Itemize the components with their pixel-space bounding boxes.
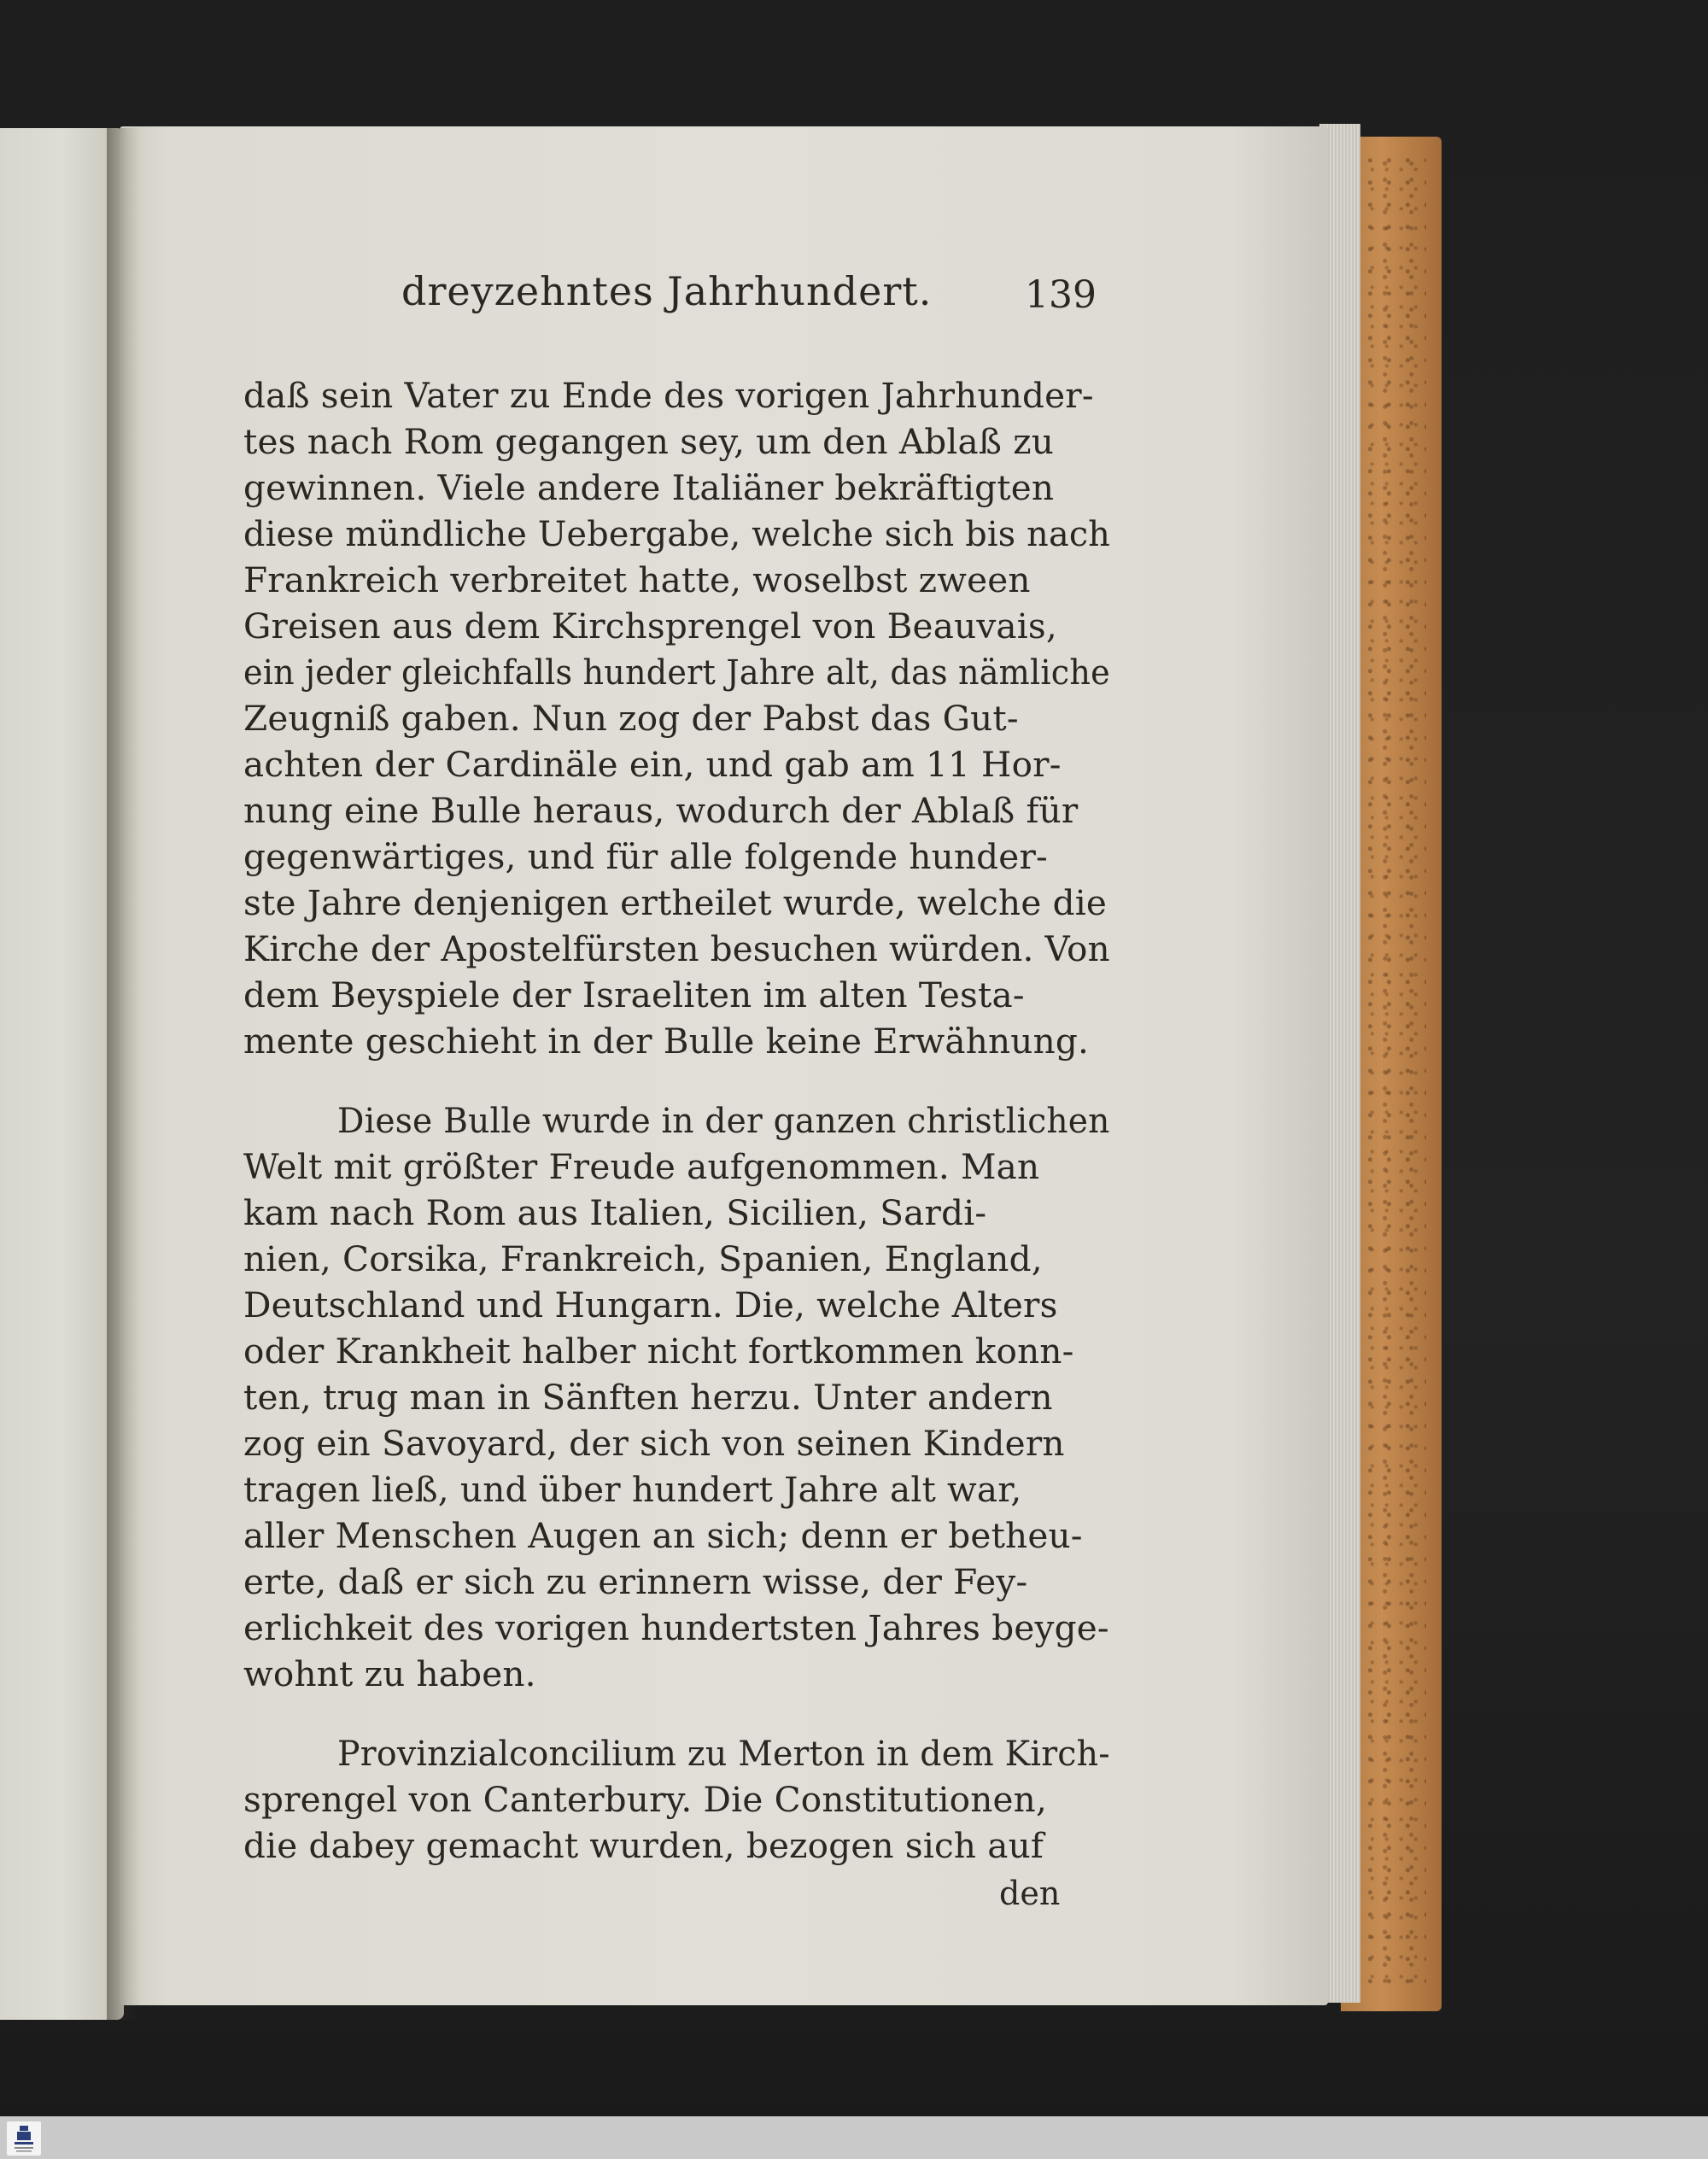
text-line: daß sein Vater zu Ende des vorigen Jahrhunder- [243,375,1094,416]
text-line: aller Menschen Augen an sich; denn er betheu- [243,1515,1083,1556]
text-line: Zeugniß gaben. Nun zog der Pabst das Gut- [243,698,1019,739]
text-line: mente geschieht in der Bulle keine Erwähnung. [243,1021,1090,1062]
text-line: die dabey gemacht wurden, bezogen sich auf [243,1825,1044,1866]
text-line: gewinnen. Viele andere Italiäner bekräftigten [243,467,1055,508]
text-line: oder Krankheit halber nicht fortkommen konn- [243,1331,1074,1372]
library-logo-icon-shape [11,2124,37,2153]
text-line: dem Beyspiele der Israeliten im alten Testa- [243,974,1025,1015]
page-number: 139 [1025,273,1097,317]
viewer-footer-bar [0,2116,1708,2159]
text-line: ein jeder gleichfalls hundert Jahre alt, das nämliche [243,652,1110,693]
paragraph-first-line: Diese Bulle wurde in der ganzen christlichen [337,1100,1110,1141]
text-line: nung eine Bulle heraus, wodurch der Ablaß für [243,790,1079,831]
text-line: Kirche der Apostelfürsten besuchen würden. Von [243,928,1110,969]
text-line: ten, trug man in Sänften herzu. Unter andern [243,1377,1053,1418]
text-line: tes nach Rom gegangen sey, um den Ablaß zu [243,421,1055,462]
running-head: dreyzehntes Jahrhundert. [401,268,933,314]
text-line: Welt mit größter Freude aufgenommen. Man [243,1146,1040,1187]
text-line: erte, daß er sich zu erinnern wisse, der Fey- [243,1561,1028,1602]
text-line: diese mündliche Uebergabe, welche sich bis nach [243,513,1111,554]
text-line: sprengel von Canterbury. Die Constitutionen, [243,1779,1048,1820]
text-line: wohnt zu haben. [243,1653,536,1694]
text-line: Deutschland und Hungarn. Die, welche Alters [243,1284,1058,1325]
text-line: Greisen aus dem Kirchsprengel von Beauvais, [243,606,1057,647]
text-line: achten der Cardinäle ein, und gab am 11 Hor- [243,744,1062,785]
text-line: Frankreich verbreitet hatte, woselbst zween [243,559,1031,600]
text-line: zog ein Savoyard, der sich von seinen Kindern [243,1423,1065,1464]
text-line: ste Jahre denjenigen ertheilet wurde, welche die [243,882,1108,923]
library-logo-icon [7,2121,41,2156]
text-line: erlichkeit des vorigen hundertsten Jahres beyge- [243,1607,1109,1648]
text-line: kam nach Rom aus Italien, Sicilien, Sardi- [243,1192,987,1233]
text-line: gegenwärtiges, und für alle folgende hunder- [243,836,1048,877]
text-line: nien, Corsika, Frankreich, Spanien, England, [243,1238,1043,1279]
gutter-shadow [107,128,141,2020]
paragraph-first-line: Provinzialconcilium zu Merton in dem Kirch- [337,1733,1110,1774]
cover-texture [1366,154,1426,1990]
catchword: den [999,1875,1061,1912]
left-page [0,128,124,2020]
text-line: tragen ließ, und über hundert Jahre alt war, [243,1469,1022,1510]
